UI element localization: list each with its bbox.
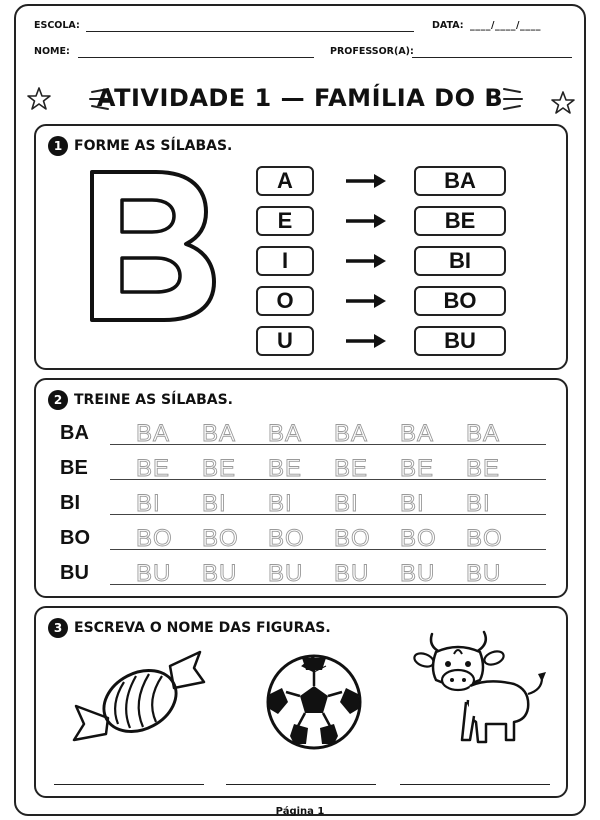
- arrow-right-icon: [344, 291, 388, 311]
- section-name-figures: [34, 606, 568, 798]
- trace-syllable: BA: [136, 420, 171, 447]
- trace-syllable: BA: [334, 420, 369, 447]
- arrow-right-icon: [344, 211, 388, 231]
- trace-syllable: BE: [268, 455, 303, 482]
- ox-icon: [410, 624, 550, 754]
- section-2-title-text: TREINE AS SÍLABAS.: [74, 392, 234, 408]
- teacher-label: PROFESSOR(A):: [330, 46, 414, 57]
- trace-syllable: BI: [334, 490, 359, 517]
- header-row-name: [34, 46, 570, 62]
- trace-syllable: BA: [400, 420, 435, 447]
- vowel-box: A: [256, 166, 314, 196]
- header-row-school: [34, 20, 570, 36]
- trace-syllable: BI: [466, 490, 491, 517]
- trace-syllable: BI: [136, 490, 161, 517]
- candy-icon: [70, 648, 210, 758]
- trace-syllable: BE: [466, 455, 501, 482]
- trace-syllable: BA: [202, 420, 237, 447]
- trace-syllable: BU: [268, 560, 304, 587]
- trace-syllable: BU: [334, 560, 370, 587]
- page-number: Página 1: [275, 806, 325, 817]
- section-3-title: [48, 618, 331, 638]
- name-field[interactable]: [78, 57, 314, 58]
- trace-syllable: BO: [202, 525, 239, 552]
- trace-row-label: BI: [60, 492, 80, 514]
- syllable-box: BU: [414, 326, 506, 356]
- trace-syllable: BU: [136, 560, 172, 587]
- trace-row: [36, 488, 570, 522]
- section-number: 1: [48, 136, 68, 156]
- soccer-ball-icon: [264, 652, 364, 752]
- answer-line-ox[interactable]: [400, 784, 550, 785]
- section-number: 2: [48, 390, 68, 410]
- school-field[interactable]: [86, 31, 414, 32]
- title-banner: [16, 80, 584, 124]
- trace-syllable: BO: [334, 525, 371, 552]
- teacher-field[interactable]: [412, 57, 572, 58]
- vowel-box: E: [256, 206, 314, 236]
- trace-row-label: BA: [60, 422, 89, 444]
- section-form-syllables: [34, 124, 568, 370]
- vowel-box: I: [256, 246, 314, 276]
- trace-syllable: BO: [466, 525, 503, 552]
- trace-syllable: BO: [400, 525, 437, 552]
- trace-syllable: BU: [400, 560, 436, 587]
- trace-row: [36, 453, 570, 487]
- answer-line-ball[interactable]: [226, 784, 376, 785]
- trace-row: [36, 523, 570, 557]
- section-2-title: [48, 390, 233, 410]
- trace-syllable: BA: [466, 420, 501, 447]
- trace-syllable: BE: [334, 455, 369, 482]
- trace-syllable: BO: [268, 525, 305, 552]
- trace-syllable: BI: [400, 490, 425, 517]
- vowel-box: U: [256, 326, 314, 356]
- trace-syllable: BU: [466, 560, 502, 587]
- syllable-pair: [256, 166, 506, 200]
- worksheet-page: [14, 4, 586, 816]
- syllable-pair: [256, 286, 506, 320]
- trace-syllable: BU: [202, 560, 238, 587]
- section-1-title: [48, 136, 232, 156]
- star-icon: [550, 90, 576, 116]
- arrow-right-icon: [344, 331, 388, 351]
- trace-syllable: BI: [268, 490, 293, 517]
- big-letter-b: [88, 166, 218, 326]
- trace-syllable: BE: [400, 455, 435, 482]
- trace-row-label: BU: [60, 562, 89, 584]
- date-field[interactable]: ____/____/____: [470, 20, 541, 31]
- vowel-box: O: [256, 286, 314, 316]
- date-label: DATA:: [432, 20, 464, 31]
- sparkle-right-icon: [498, 86, 524, 112]
- syllable-box: BE: [414, 206, 506, 236]
- trace-syllable: BA: [268, 420, 303, 447]
- trace-syllable: BE: [136, 455, 171, 482]
- section-number: 3: [48, 618, 68, 638]
- section-1-title-text: FORME AS SÍLABAS.: [74, 138, 233, 154]
- syllable-box: BA: [414, 166, 506, 196]
- syllable-pair: [256, 246, 506, 280]
- answer-line-candy[interactable]: [54, 784, 204, 785]
- syllable-box: BI: [414, 246, 506, 276]
- section-3-title-text: ESCREVA O NOME DAS FIGURAS.: [74, 620, 331, 636]
- section-trace-syllables: [34, 378, 568, 598]
- trace-row-label: BE: [60, 457, 88, 479]
- trace-row: [36, 418, 570, 452]
- syllable-pair: [256, 326, 506, 360]
- page-title: ATIVIDADE 1 — FAMÍLIA DO B: [96, 84, 504, 112]
- school-label: ESCOLA:: [34, 20, 80, 31]
- syllable-pair: [256, 206, 506, 240]
- trace-syllable: BI: [202, 490, 227, 517]
- trace-row-label: BO: [60, 527, 90, 549]
- arrow-right-icon: [344, 171, 388, 191]
- trace-syllable: BO: [136, 525, 173, 552]
- syllable-box: BO: [414, 286, 506, 316]
- name-label: NOME:: [34, 46, 70, 57]
- trace-syllable: BE: [202, 455, 237, 482]
- trace-row: [36, 558, 570, 592]
- arrow-right-icon: [344, 251, 388, 271]
